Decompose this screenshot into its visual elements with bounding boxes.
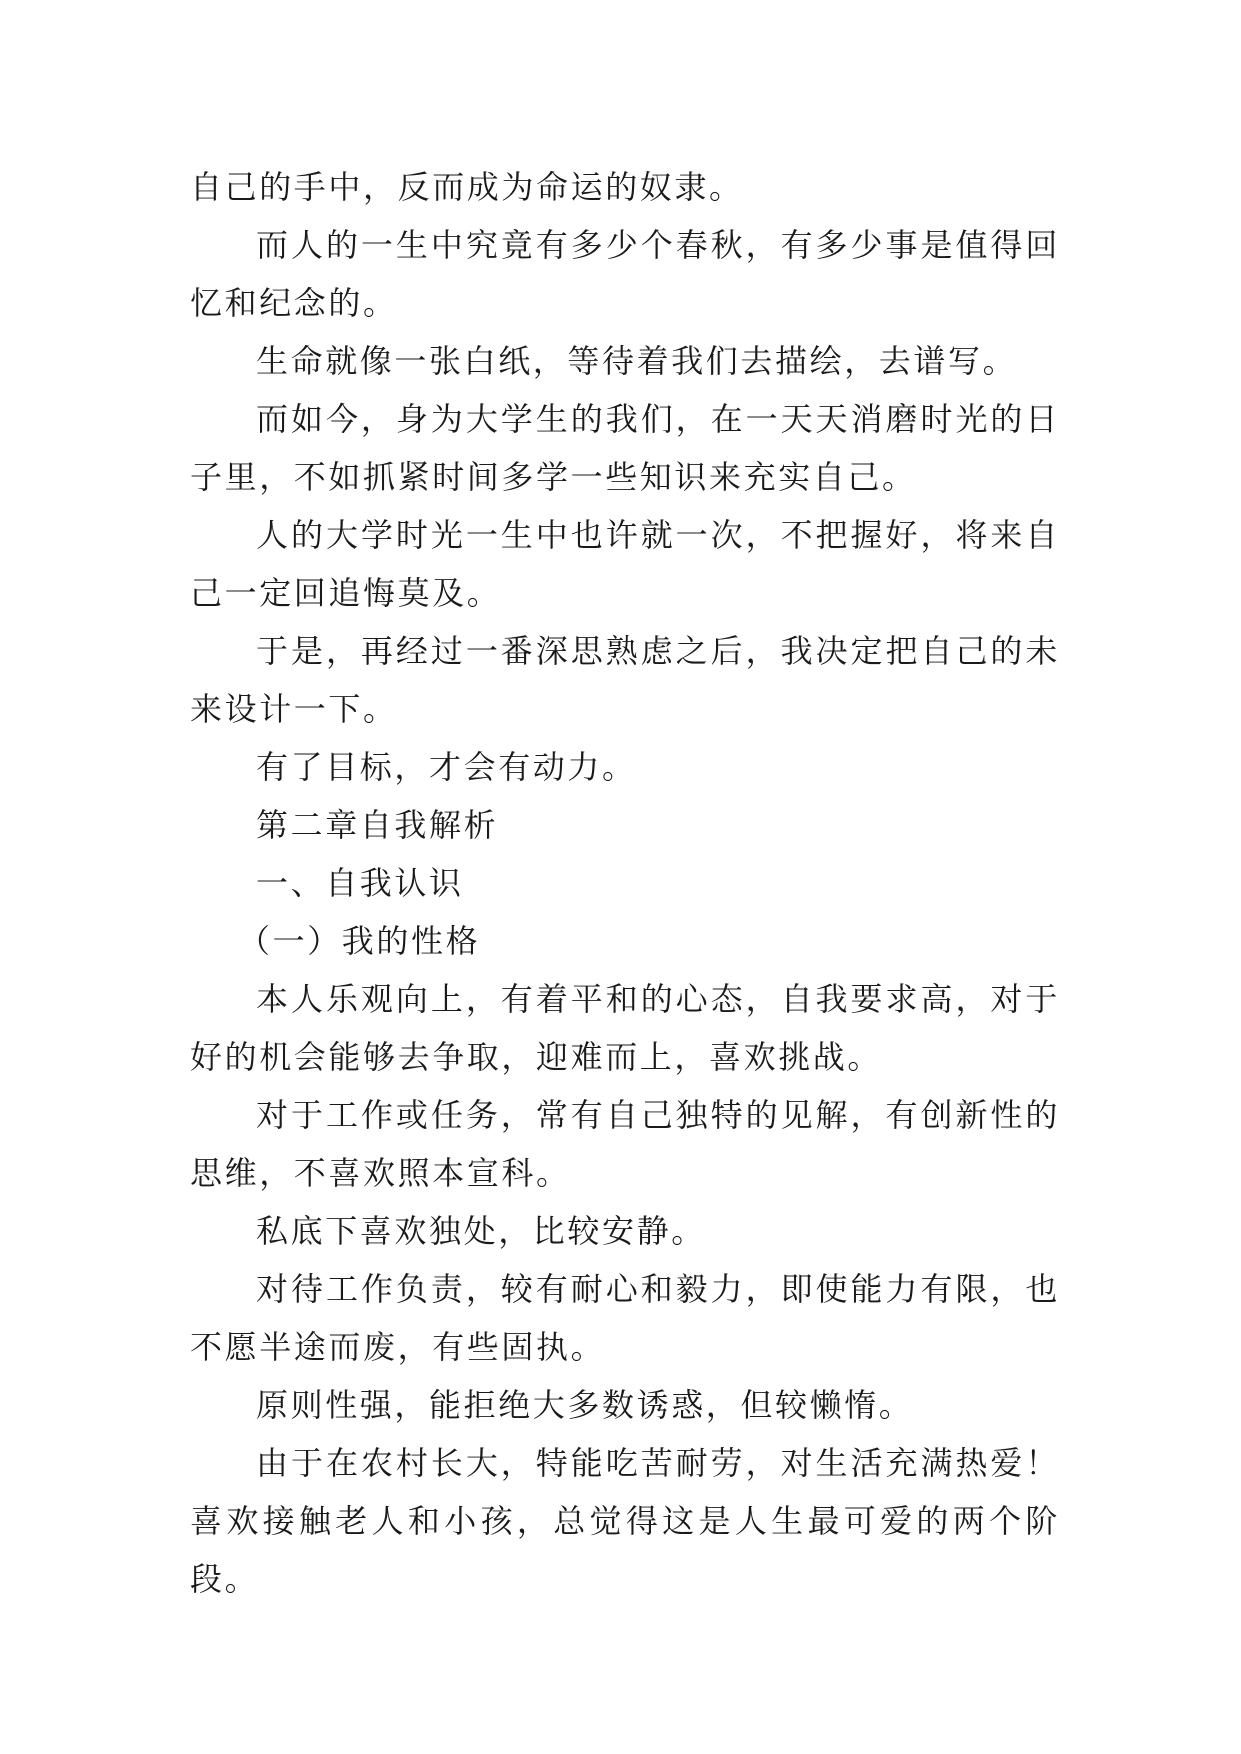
paragraph: 而如今，身为大学生的我们，在一天天消磨时光的日子里，不如抓紧时间多学一些知识来充实自己。	[190, 400, 1060, 496]
paragraph: 而人的一生中究竟有多少个春秋，有多少事是值得回忆和纪念的。	[190, 226, 1060, 322]
paragraph: 原则性强，能拒绝大多数诱惑，但较懒惰。	[256, 1386, 914, 1424]
subsection-heading: （一）我的性格	[238, 922, 481, 960]
paragraph-continuation: 自己的手中，反而成为命运的奴隶。	[190, 168, 744, 206]
paragraph: 本人乐观向上，有着平和的心态，自我要求高，对于好的机会能够去争取，迎难而上，喜欢挑战。	[190, 980, 1060, 1076]
paragraph: 私底下喜欢独处，比较安静。	[256, 1212, 706, 1250]
paragraph: 对于工作或任务，常有自己独特的见解，有创新性的思维，不喜欢照本宣科。	[190, 1096, 1060, 1192]
chapter-heading: 第二章自我解析	[256, 806, 499, 844]
section-heading: 一、自我认识	[256, 864, 464, 902]
paragraph: 对待工作负责，较有耐心和毅力，即使能力有限，也不愿半途而废，有些固执。	[190, 1270, 1060, 1366]
paragraph: 人的大学时光一生中也许就一次，不把握好，将来自己一定回追悔莫及。	[190, 516, 1060, 612]
paragraph: 由于在农村长大，特能吃苦耐劳，对生活充满热爱！喜欢接触老人和小孩，总觉得这是人生最可爱的两个阶段。	[190, 1444, 1060, 1598]
paragraph: 于是，再经过一番深思熟虑之后，我决定把自己的未来设计一下。	[190, 632, 1060, 728]
paragraph: 生命就像一张白纸，等待着我们去描绘，去谱写。	[256, 342, 1018, 380]
document-body	[190, 158, 1060, 1608]
paragraph: 有了目标，才会有动力。	[256, 748, 637, 786]
